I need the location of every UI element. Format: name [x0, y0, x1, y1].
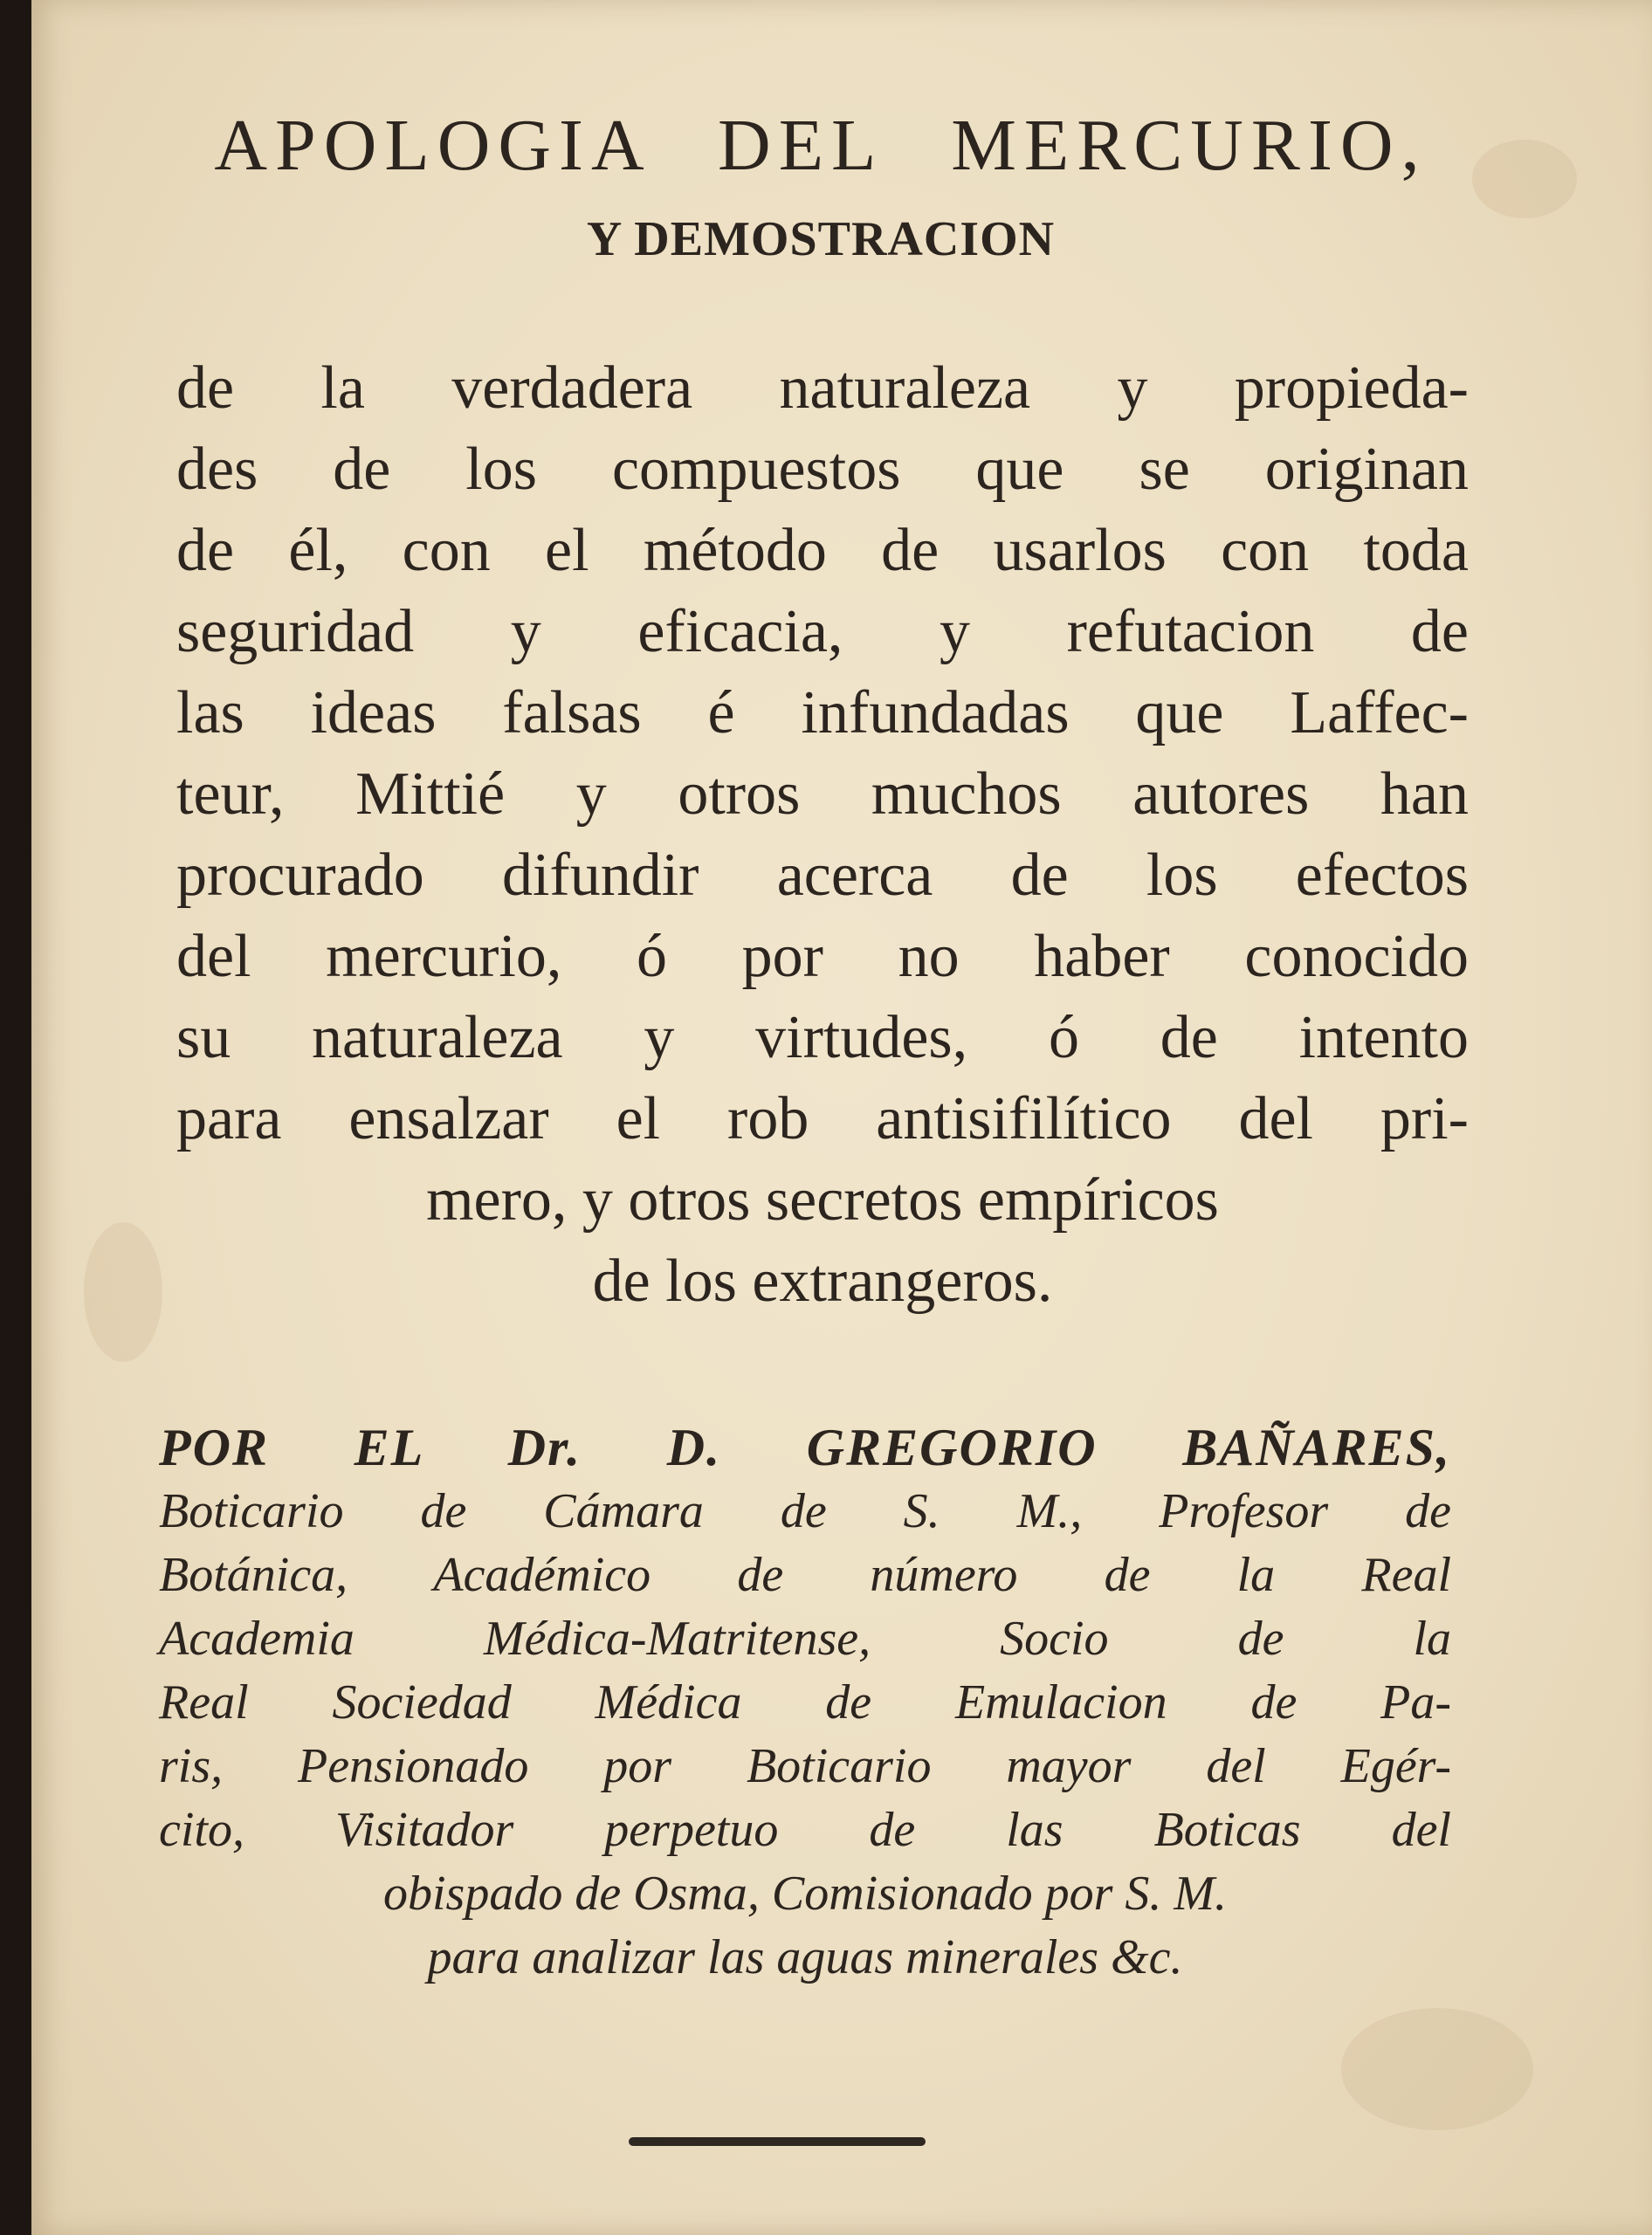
- page-subtitle: Y DEMOSTRACION: [586, 212, 1056, 266]
- body-line: su naturaleza y virtudes, ó de intento: [176, 1004, 1469, 1071]
- paper-stain: [1341, 2008, 1533, 2130]
- body-line: seguridad y eficacia, y refutacion de: [176, 598, 1469, 665]
- body-line: de la verdadera naturaleza y propieda-: [176, 354, 1469, 422]
- body-line: de él, con el método de usarlos con toda: [176, 517, 1469, 584]
- author-credit-line: Botánica, Académico de número de la Real: [159, 1548, 1451, 1602]
- title-body-text: [176, 347, 1469, 1322]
- author-credit-line: obispado de Osma, Comisionado por S. M.: [382, 1867, 1228, 1921]
- paper-stain: [1472, 140, 1577, 218]
- page-title: APOLOGIA DEL MERCURIO,: [214, 105, 1428, 187]
- author-credits: [159, 1416, 1451, 1990]
- decorative-rule: [629, 2137, 926, 2146]
- body-line: para ensalzar el rob antisifilítico del pri-: [176, 1085, 1469, 1152]
- author-credit-line: cito, Visitador perpetuo de las Boticas del: [159, 1803, 1451, 1857]
- author-credit-line: Real Sociedad Médica de Emulacion de Pa-: [159, 1675, 1451, 1730]
- body-line: procurado difundir acerca de los efectos: [176, 842, 1469, 909]
- author-credit-line: para analizar las aguas minerales &c.: [427, 1930, 1183, 1984]
- body-line: del mercurio, ó por no haber conocido: [176, 923, 1469, 990]
- body-line: mero, y otros secretos empíricos: [426, 1166, 1219, 1234]
- paper-stain: [84, 1222, 162, 1362]
- body-line: des de los compuestos que se originan: [176, 436, 1469, 503]
- book-binding-edge: [0, 0, 31, 2235]
- body-line: de los extrangeros.: [592, 1248, 1053, 1315]
- author-credit-line: Academia Médica-Matritense, Socio de la: [159, 1612, 1451, 1666]
- author-name: POR EL Dr. D. GREGORIO BAÑARES,: [159, 1419, 1451, 1476]
- body-line: las ideas falsas é infundadas que Laffec-: [176, 679, 1469, 746]
- author-credit-line: Boticario de Cámara de S. M., Profesor de: [159, 1484, 1451, 1538]
- author-credit-line: ris, Pensionado por Boticario mayor del Egér-: [159, 1739, 1451, 1793]
- body-line: teur, Mittié y otros muchos autores han: [176, 760, 1469, 828]
